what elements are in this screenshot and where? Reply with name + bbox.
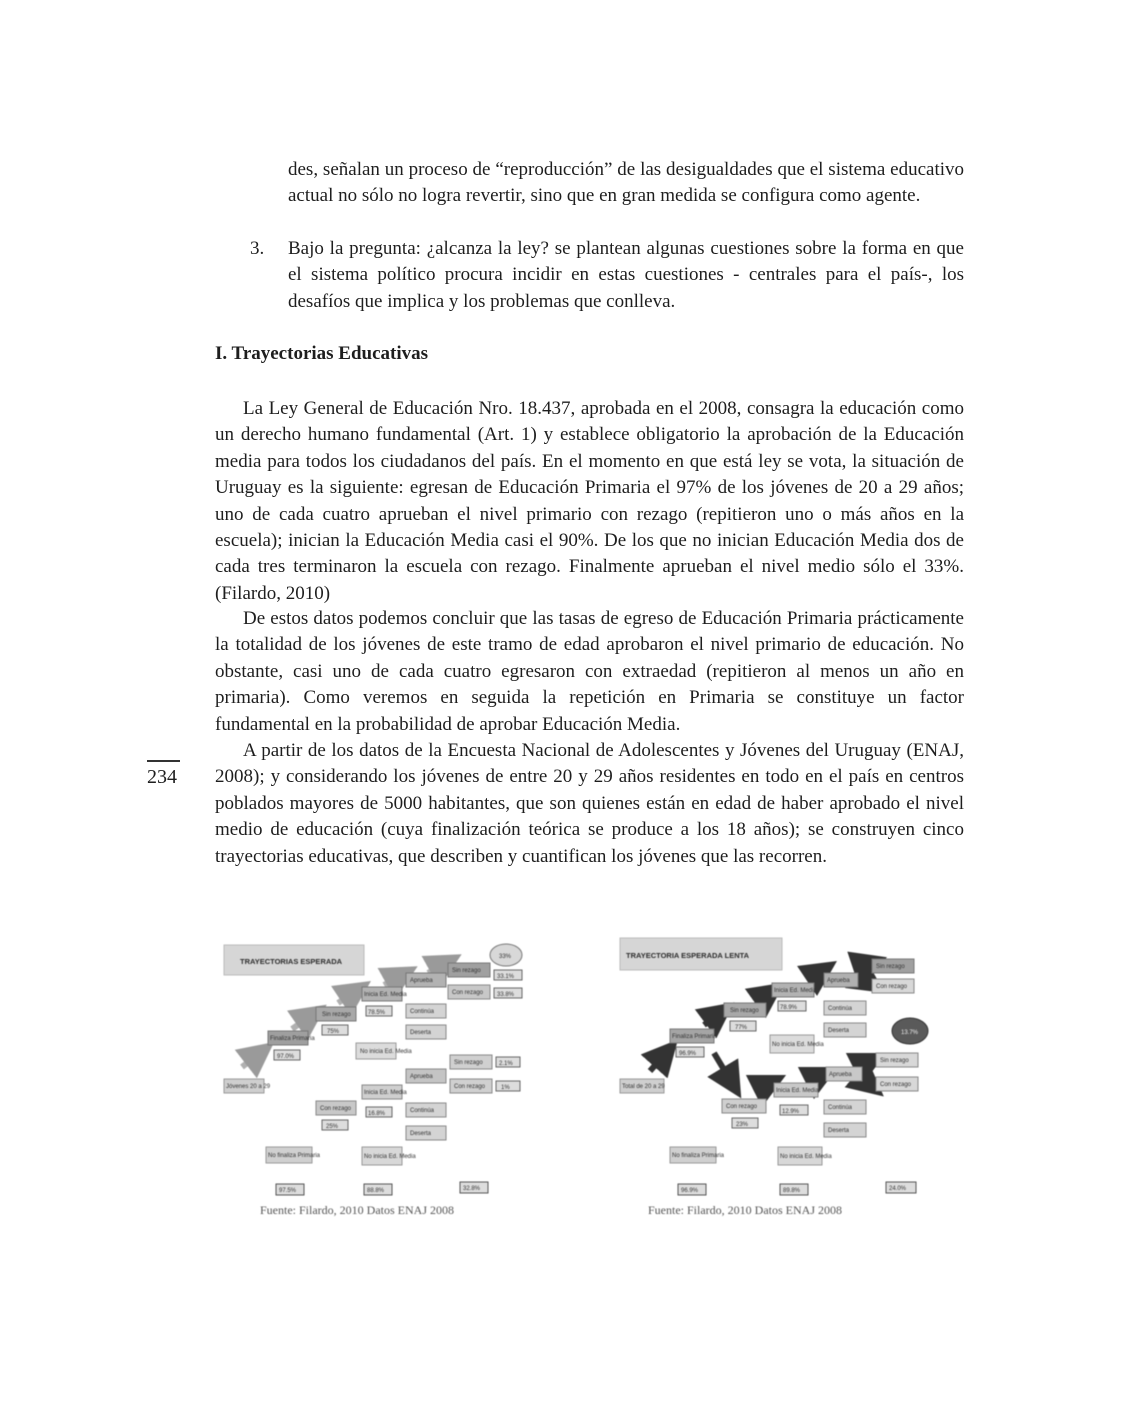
value-tier-low2: 1%	[501, 1085, 510, 1091]
svg-text:No inicia Ed. Media: No inicia Ed. Media	[780, 1154, 832, 1160]
value-sin-rezago: 75%	[327, 1029, 340, 1035]
svg-text:Con rezago: Con rezago	[454, 1084, 486, 1090]
box-sin-rezago-label: Sin rezago	[730, 1008, 759, 1014]
body-paragraph-3: A partir de los datos de la Encuesta Nacional de Adolescentes y Jóvenes del Uruguay (ENAJ, 2008); y considerando los jóvenes de entre 20 y 29 años residentes en todo en el país en centros poblados mayores de 5000 habitantes, que son quienes están en edad de haber aprobado el nivel medio de educación (cuya finalización teórica se produce a los 18 años); se construyen cinco trayectorias educativas, que describen y cuantifican los jóvenes que las recorren.	[215, 740, 964, 867]
value-inicia-rezago: 16.8%	[368, 1111, 386, 1117]
svg-text:Con rezago: Con rezago	[876, 984, 908, 990]
svg-text:No inicia Ed. Media: No inicia Ed. Media	[364, 1154, 416, 1160]
svg-text:Continúa: Continúa	[828, 1105, 853, 1111]
box-no-inicia-label: No inicia Ed. Media	[360, 1049, 412, 1055]
figure-trayectoria-esperada-lenta	[614, 935, 930, 1225]
value-bottom-3: 24.0%	[889, 1186, 907, 1192]
value-top-circle: 33%	[499, 954, 512, 960]
figure-trayectoria-esperada	[220, 935, 532, 1225]
figure-caption-left: Fuente: Filardo, 2010 Datos ENAJ 2008	[260, 1203, 454, 1217]
value-sin-rezago: 77%	[735, 1025, 748, 1031]
svg-text:No inicia Ed. Media: No inicia Ed. Media	[772, 1042, 824, 1048]
svg-text:Deserta: Deserta	[410, 1131, 432, 1137]
svg-text:Con rezago: Con rezago	[880, 1082, 912, 1088]
box-egreso-label: Finaliza Primaria	[672, 1034, 717, 1040]
list-item-text: Bajo la pregunta: ¿alcanza la ley? se plantean algunas cuestiones sobre la forma en que el sistema político procura incidir en estas cuestiones - centrales para el país-, los desafíos que implica y los problemas que conlleva.	[288, 238, 964, 312]
box-deserta-label: Deserta	[410, 1030, 432, 1036]
box-aprueba-label: Aprueba	[827, 978, 850, 984]
svg-text:Aprueba: Aprueba	[410, 1074, 433, 1080]
svg-text:Con rezago: Con rezago	[452, 990, 484, 996]
value-tier-low: 2.1%	[499, 1061, 513, 1067]
value-bottom-3: 32.8%	[463, 1186, 481, 1192]
box-no-finaliza-label: No finaliza Primaria	[672, 1153, 725, 1159]
value-con-rezago: 25%	[326, 1124, 339, 1130]
svg-text:Continúa: Continúa	[410, 1108, 435, 1114]
svg-text:Sin rezago: Sin rezago	[876, 964, 905, 970]
svg-text:Con rezago: Con rezago	[320, 1106, 352, 1112]
value-bottom-1: 97.5%	[279, 1188, 297, 1194]
svg-text:Sin rezago: Sin rezago	[452, 968, 481, 974]
box-egreso-label: Finaliza Primaria	[270, 1036, 315, 1042]
value-bottom-1: 96.9%	[681, 1188, 699, 1194]
svg-text:Inicia Ed. Media: Inicia Ed. Media	[776, 1088, 819, 1094]
list-item-3	[250, 236, 964, 315]
value-egreso: 96.9%	[679, 1051, 697, 1057]
svg-text:Deserta: Deserta	[828, 1128, 850, 1134]
continuation-paragraph: des, señalan un proceso de “reproducción” de las desigualdades que el sistema educativo actual no sólo no logra revertir, sino que en gran medida se configura como agente.	[288, 159, 964, 207]
value-inicia: 78.5%	[368, 1010, 386, 1016]
box-start-label: Jóvenes 20 a 29	[226, 1084, 271, 1090]
value-inicia: 78.9%	[780, 1005, 798, 1011]
value-circle: 13.7%	[901, 1030, 919, 1036]
svg-text:Sin rezago: Sin rezago	[454, 1060, 483, 1066]
page-number: 234	[147, 766, 177, 788]
box-continua-label: Continúa	[828, 1006, 853, 1012]
value-bottom-2: 88.8%	[367, 1188, 385, 1194]
svg-text:Con rezago: Con rezago	[726, 1104, 758, 1110]
trajectory-diagram-left	[220, 935, 532, 1225]
box-deserta-label: Deserta	[828, 1028, 850, 1034]
box-inicia-label: Inicia Ed. Media	[774, 988, 817, 994]
body-paragraph-2: De estos datos podemos concluir que las tasas de egreso de Educación Primaria prácticamente la totalidad de los jóvenes de este tramo de edad aprobaron el nivel primario de educación. No obstante, casi uno de cada cuatro egresaron con extraedad (repitieron al menos un año en primaria). Como veremos en seguida la repetición en Primaria se constituye un factor fundamental en la probabilidad de aprobar Educación Media.	[215, 608, 964, 735]
box-no-finaliza-label: No finaliza Primaria	[268, 1153, 321, 1159]
box-aprueba-label: Aprueba	[410, 978, 433, 984]
box-inicia-label: Inicia Ed. Media	[364, 992, 407, 998]
svg-text:Aprueba: Aprueba	[829, 1072, 852, 1078]
diagram-title: TRAYECTORIAS ESPERADA	[240, 957, 343, 966]
box-start-label: Total de 20 a 29	[622, 1084, 665, 1090]
diagram-title: TRAYECTORIA ESPERADA LENTA	[626, 951, 750, 960]
box-continua-label: Continúa	[410, 1009, 435, 1015]
value-inicia-rezago: 12.9%	[782, 1109, 800, 1115]
list-item-number: 3.	[250, 238, 265, 259]
value-bottom-2: 89.8%	[783, 1188, 801, 1194]
section-heading: I. Trayectorias Educativas	[215, 343, 429, 364]
figure-caption-right: Fuente: Filardo, 2010 Datos ENAJ 2008	[648, 1203, 842, 1217]
value-tier-top: 33.1%	[497, 974, 515, 980]
body-paragraph-1: La Ley General de Educación Nro. 18.437, aprobada en el 2008, consagra la educación como un derecho humano fundamental (Art. 1) y establece obligatorio la aprobación de la Educación media para todos los ciudadanos del país. En el momento en que está ley se vota, la situación de Uruguay es la siguiente: egresan de Educación Primaria el 97% de los jóvenes de 20 a 29 años; uno de cada cuatro aprueban el nivel primario con rezago (repitieron uno o más años en la escuela); inician la Educación Media casi el 90%. De los que no inician Educación Media dos de cada tres terminaron la escuela con rezago. Finalmente aprueban el nivel medio sólo el 33%. (Filardo, 2010)	[215, 398, 964, 604]
trajectory-diagram-right	[614, 935, 930, 1225]
value-egreso: 97.0%	[277, 1054, 295, 1060]
page-number-rule	[147, 760, 180, 762]
svg-text:Inicia Ed. Media: Inicia Ed. Media	[364, 1090, 407, 1096]
svg-text:Sin rezago: Sin rezago	[880, 1058, 909, 1064]
value-con-rezago: 23%	[736, 1122, 749, 1128]
value-tier-top2: 33.8%	[497, 992, 515, 998]
box-sin-rezago-label: Sin rezago	[322, 1012, 351, 1018]
